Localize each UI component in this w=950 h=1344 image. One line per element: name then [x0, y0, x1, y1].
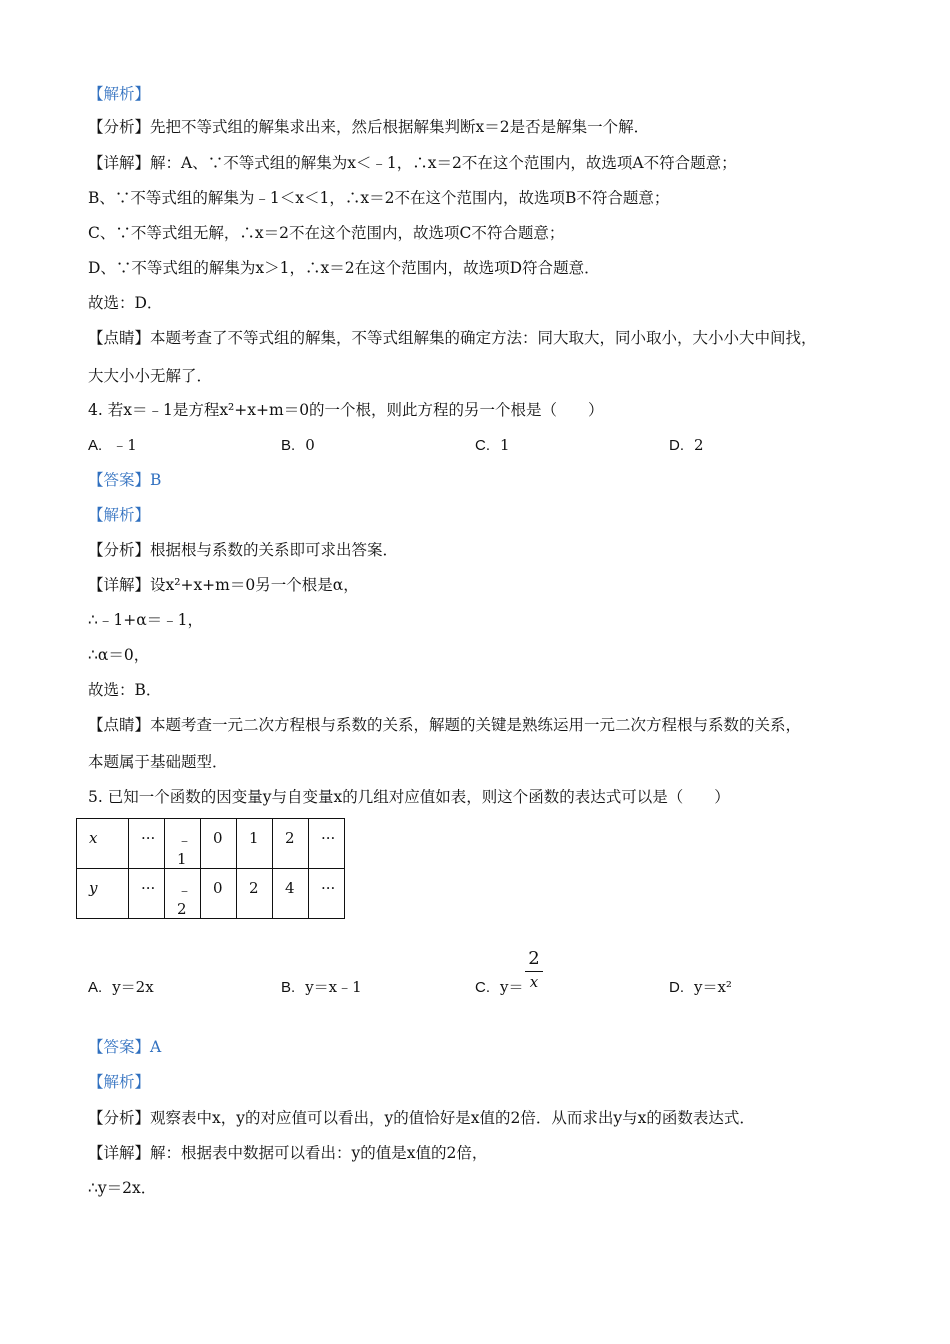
q4-detail: 【详解】设x²+x+m＝0另一个根是α， — [88, 576, 359, 594]
q5-option-a: A. y＝2x — [88, 978, 154, 996]
table-cell: y — [77, 869, 129, 919]
q5-detail: 【详解】解：根据表中数据可以看出：y的值是x值的2倍， — [88, 1144, 488, 1162]
q4-option-d: D. 2 — [669, 436, 704, 454]
table-row — [77, 869, 345, 919]
table-cell: 1 — [237, 819, 273, 869]
q3-detail-d: D、∵不等式组的解集为x＞1，∴x＝2在这个范围内，故选项D符合题意． — [88, 259, 600, 277]
fraction-numerator: 2 — [525, 949, 543, 972]
q3-detail-c: C、∵不等式组无解，∴x＝2不在这个范围内，故选项C不符合题意； — [88, 224, 565, 242]
q5-option-b: B. y＝x﹣1 — [281, 978, 362, 996]
q4-answer-choice: 故选：B． — [88, 681, 162, 699]
q5-answer: 【答案】A — [88, 1038, 162, 1056]
table-cell: ··· — [129, 819, 165, 869]
q4-option-b: B. 0 — [281, 436, 315, 454]
table-cell: x — [77, 819, 129, 869]
q5-value-table — [76, 818, 345, 919]
q4-step2: ∴α＝0， — [88, 646, 150, 664]
table-cell: 0 — [201, 869, 237, 919]
q4-answer: 【答案】B — [88, 471, 162, 489]
q5-stem: 5. 已知一个函数的因变量y与自变量x的几组对应值如表，则这个函数的表达式可以是（ ） — [88, 788, 730, 806]
q3-answer-choice: 故选：D． — [88, 294, 163, 312]
table-cell: ··· — [309, 819, 345, 869]
table-cell: 2 — [273, 819, 309, 869]
q3-comment-line1: 【点睛】本题考查了不等式组的解集，不等式组解集的确定方法：同大取大，同小取小，大小小大中间找， — [88, 329, 817, 347]
q4-step1: ∴﹣1+α＝﹣1， — [88, 611, 204, 629]
q3-detail-a: 【详解】解：A、∵不等式组的解集为x＜﹣1，∴x＝2不在这个范围内，故选项A不符合题意； — [88, 154, 737, 172]
q4-option-a: A. ﹣1 — [88, 436, 137, 454]
q3-comment-line2: 大大小小无解了． — [88, 367, 213, 385]
q4-analysis: 【分析】根据根与系数的关系即可求出答案． — [88, 541, 399, 559]
table-row — [77, 819, 345, 869]
q4-stem: 4. 若x＝﹣1是方程x²+x+m＝0的一个根，则此方程的另一个根是（ ） — [88, 401, 604, 419]
table-cell: ··· — [129, 869, 165, 919]
q5-jiexi-heading: 【解析】 — [88, 1073, 151, 1091]
q5-conclusion: ∴y＝2x． — [88, 1179, 157, 1197]
table-cell: ﹣2 — [165, 869, 201, 919]
table-cell: 4 — [273, 869, 309, 919]
q3-jiexi-heading: 【解析】 — [88, 85, 151, 103]
q4-jiexi-heading: 【解析】 — [88, 506, 151, 524]
q4-comment-line2: 本题属于基础题型． — [88, 753, 228, 771]
table-cell: ﹣1 — [165, 819, 201, 869]
q5-option-d: D. y＝x² — [669, 978, 732, 996]
table-cell: 2 — [237, 869, 273, 919]
q4-comment-line1: 【点睛】本题考查一元二次方程根与系数的关系，解题的关键是熟练运用一元二次方程根与系数的关系， — [88, 716, 802, 734]
fraction-denominator: x — [529, 973, 539, 991]
q5-option-c-fraction — [525, 949, 543, 992]
table-cell: ··· — [309, 869, 345, 919]
q5-option-c: C. y＝ — [475, 978, 524, 996]
table-cell: 0 — [201, 819, 237, 869]
q5-analysis: 【分析】观察表中x，y的对应值可以看出，y的值恰好是x值的2倍．从而求出y与x的函数表达式． — [88, 1109, 755, 1127]
q3-analysis: 【分析】先把不等式组的解集求出来，然后根据解集判断x＝2是否是解集一个解． — [88, 118, 650, 136]
q3-detail-b: B、∵不等式组的解集为﹣1＜x＜1，∴x＝2不在这个范围内，故选项B不符合题意； — [88, 189, 670, 207]
q4-option-c: C. 1 — [475, 436, 510, 454]
